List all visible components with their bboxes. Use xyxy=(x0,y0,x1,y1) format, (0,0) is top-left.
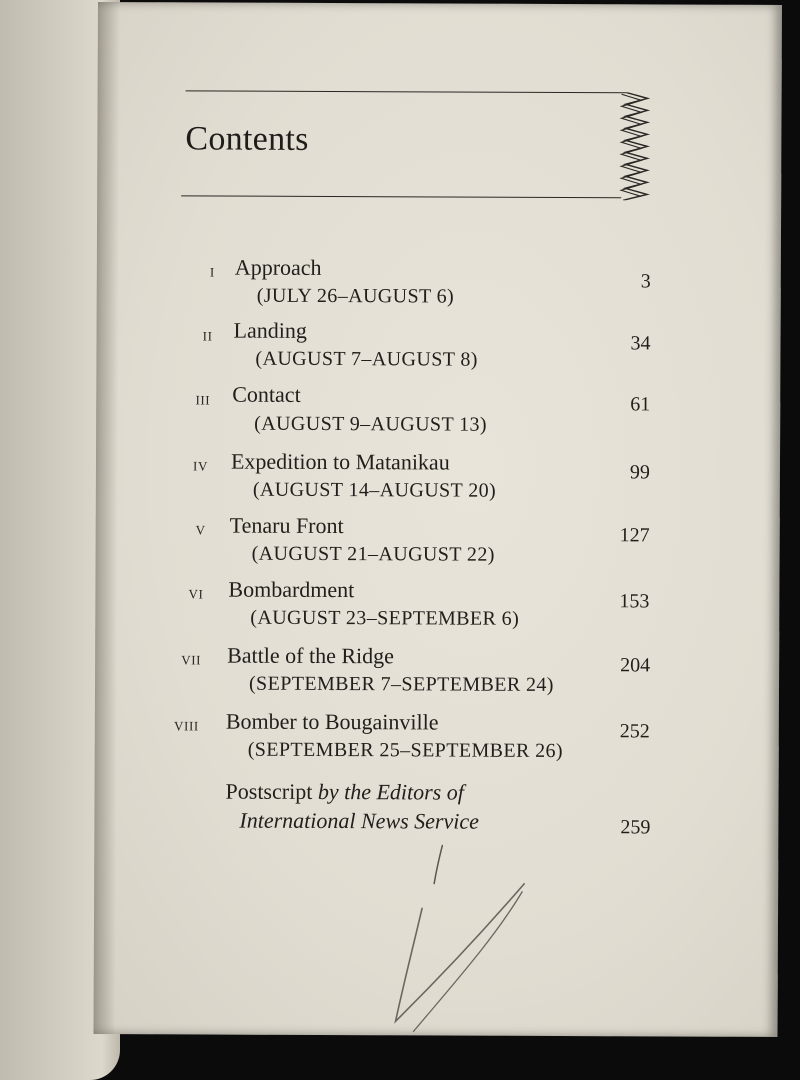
chapter-page: 252 xyxy=(619,720,650,743)
chapter-number: VIII xyxy=(174,718,199,734)
chapter-title: Contact xyxy=(232,381,301,407)
page-gutter-shadow xyxy=(93,2,120,1034)
chapter-title: Expedition to Matanikau xyxy=(230,448,450,475)
chapter-number: I xyxy=(209,264,215,280)
chapter-title: Tenaru Front xyxy=(229,512,344,539)
postscript-organization: International News Service xyxy=(239,807,479,834)
header-rule-bottom xyxy=(181,195,621,198)
chapter-dates: (AUGUST 7–AUGUST 8) xyxy=(255,347,478,371)
postscript-word: Postscript xyxy=(225,778,313,804)
page-title: Contents xyxy=(185,120,309,158)
chapter-page: 99 xyxy=(629,461,651,484)
postscript-line-1 xyxy=(225,779,463,806)
chapter-number: V xyxy=(195,522,206,538)
postscript-by: by the Editors of xyxy=(317,778,464,805)
chapter-number: IV xyxy=(193,458,209,474)
pencil-checkmark-icon xyxy=(384,843,535,1034)
chapter-number: III xyxy=(195,392,211,408)
chapter-title: Bomber to Bougainville xyxy=(225,708,439,735)
chapter-dates: (AUGUST 9–AUGUST 13) xyxy=(254,412,488,436)
header-rule-top xyxy=(186,90,626,93)
chapter-page: 127 xyxy=(619,524,650,547)
chapter-title: Approach xyxy=(234,254,322,280)
chapter-page: 153 xyxy=(619,590,650,613)
chapter-dates: (SEPTEMBER 25–SEPTEMBER 26) xyxy=(247,738,564,763)
book-page xyxy=(93,2,781,1037)
chapter-dates: (JULY 26–AUGUST 6) xyxy=(256,284,455,308)
chapter-number: VII xyxy=(181,652,202,668)
chapter-page: 34 xyxy=(630,332,651,355)
chapter-page: 3 xyxy=(640,270,651,293)
postscript-page: 259 xyxy=(620,816,651,839)
chapter-dates: (SEPTEMBER 7–SEPTEMBER 24) xyxy=(248,672,554,696)
chapter-title: Bombardment xyxy=(228,576,355,603)
chapter-title: Landing xyxy=(233,317,307,343)
chapter-title: Battle of the Ridge xyxy=(227,642,395,669)
zigzag-ornament-icon xyxy=(619,92,653,200)
chapter-page: 61 xyxy=(630,393,651,416)
chapter-page: 204 xyxy=(620,654,651,677)
chapter-number: VI xyxy=(188,586,204,602)
chapter-dates: (AUGUST 23–SEPTEMBER 6) xyxy=(250,606,520,630)
chapter-dates: (AUGUST 14–AUGUST 20) xyxy=(252,478,497,502)
chapter-number: II xyxy=(202,328,213,344)
chapter-dates: (AUGUST 21–AUGUST 22) xyxy=(251,542,495,566)
